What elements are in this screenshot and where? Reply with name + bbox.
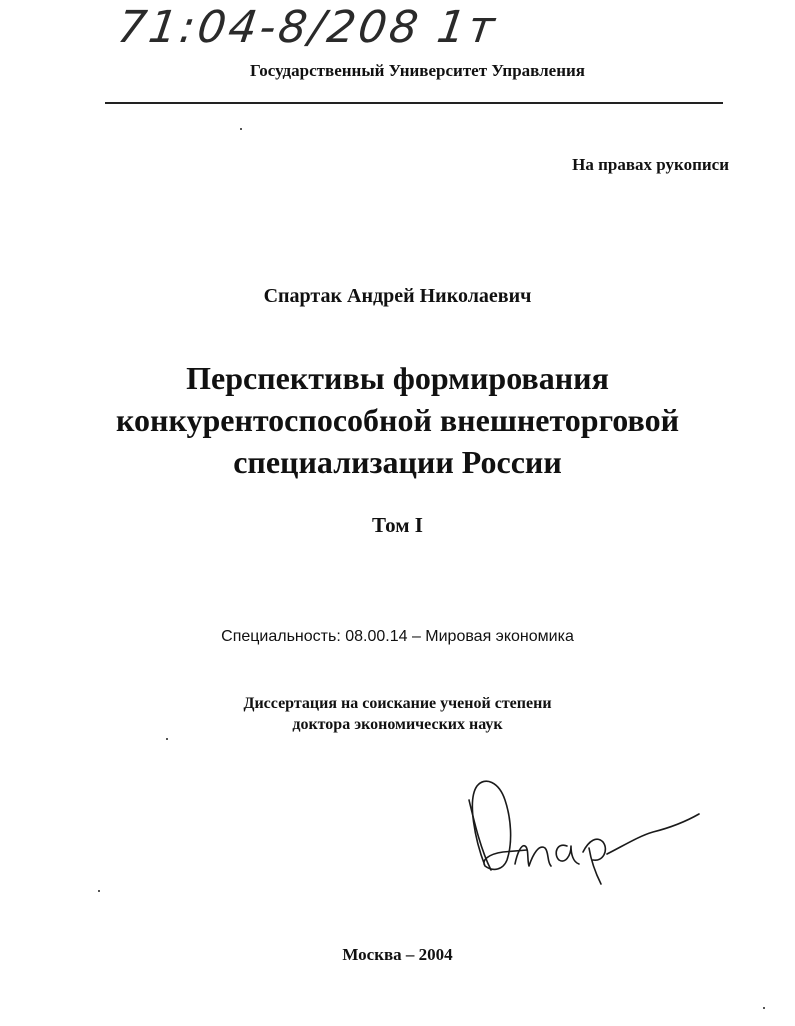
header-divider	[105, 102, 723, 104]
dissertation-title	[0, 357, 795, 483]
handwritten-signature	[455, 770, 705, 890]
city-year: Москва – 2004	[342, 945, 453, 964]
degree-statement	[0, 693, 795, 735]
title-line-1: Перспективы формирования	[186, 360, 609, 396]
title-line-2: конкурентоспособной внешнеторговой	[116, 402, 679, 438]
scan-speck	[763, 1007, 765, 1009]
title-line-3: специализации России	[233, 444, 562, 480]
university-name: Государственный Университет Управления	[249, 61, 585, 80]
scan-speck	[98, 890, 100, 892]
author-name: Спартак Андрей Николаевич	[263, 285, 532, 307]
manuscript-note: На правах рукописи	[572, 155, 729, 174]
volume-label: Том I	[372, 513, 423, 537]
specialty-line: Специальность: 08.00.14 – Мировая экономика	[221, 628, 574, 645]
degree-line-2: доктора экономических наук	[292, 716, 503, 733]
degree-line-1: Диссертация на соискание ученой степени	[243, 695, 552, 712]
scan-speck	[166, 738, 168, 740]
archive-stamp: 71:04-8/208 1т	[114, 2, 501, 53]
scan-speck	[240, 128, 242, 130]
